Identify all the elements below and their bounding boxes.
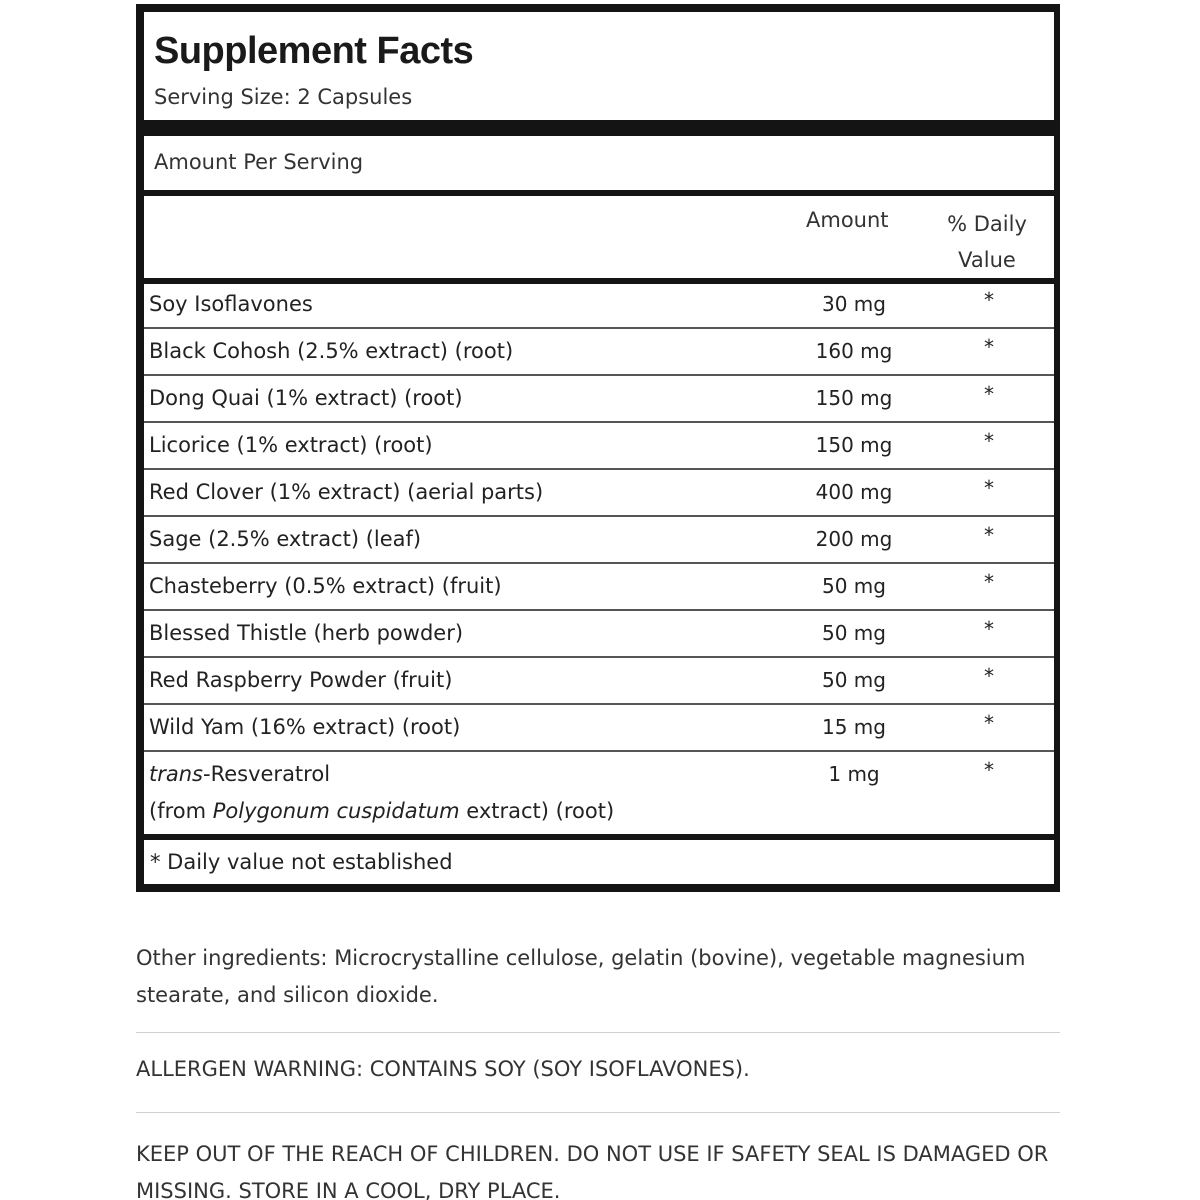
ingredient-rows	[144, 284, 1054, 834]
daily-value-header-line1: % Daily	[947, 212, 1027, 236]
ingredient-name: Blessed Thistle (herb powder)	[149, 621, 464, 645]
ingredient-name: Soy Isoflavones	[149, 292, 313, 316]
supplement-facts-panel	[136, 4, 1060, 892]
ingredient-name: Wild Yam (16% extract) (root)	[149, 715, 461, 739]
table-row	[144, 613, 1054, 658]
ingredient-name: Black Cohosh (2.5% extract) (root)	[149, 339, 514, 363]
ingredient-amount: 30 mg	[822, 292, 886, 316]
ingredient-amount: 50 mg	[822, 574, 886, 598]
table-row	[144, 472, 1054, 517]
ingredient-amount: 400 mg	[815, 480, 893, 504]
ingredient-amount: 160 mg	[815, 339, 893, 363]
ingredient-name: Dong Quai (1% extract) (root)	[149, 386, 463, 410]
ingredient-amount: 1 mg	[828, 762, 880, 786]
table-row	[144, 519, 1054, 564]
ingredient-daily-value: *	[984, 711, 994, 735]
divider	[136, 1032, 1060, 1033]
other-ingredients: Other ingredients: Microcrystalline cellulose, gelatin (bovine), vegetable magnesium stearate, and silicon dioxide.	[136, 946, 1026, 1007]
safety-warning: KEEP OUT OF THE REACH OF CHILDREN. DO NOT USE IF SAFETY SEAL IS DAMAGED OR MISSING. STORE IN A COOL, DRY PLACE.	[136, 1142, 1049, 1200]
ingredient-daily-value: *	[984, 664, 994, 688]
ingredient-source-suffix: extract) (root)	[459, 799, 615, 823]
ingredient-amount: 50 mg	[822, 621, 886, 645]
ingredient-name	[149, 762, 330, 786]
table-row	[144, 284, 1054, 329]
column-header-section	[144, 196, 1054, 278]
ingredient-name: Red Clover (1% extract) (aerial parts)	[149, 480, 544, 504]
serving-size: Serving Size: 2 Capsules	[154, 85, 413, 109]
ingredient-source-species: Polygonum cuspidatum	[212, 799, 460, 823]
ingredient-name-rest: -Resveratrol	[203, 762, 331, 786]
divider	[136, 1112, 1060, 1113]
ingredient-name: Licorice (1% extract) (root)	[149, 433, 433, 457]
daily-value-footnote: * Daily value not established	[150, 850, 453, 874]
ingredient-daily-value: *	[984, 617, 994, 641]
ingredient-daily-value: *	[984, 429, 994, 453]
ingredient-amount: 50 mg	[822, 668, 886, 692]
table-row	[144, 331, 1054, 376]
ingredient-name: Chasteberry (0.5% extract) (fruit)	[149, 574, 502, 598]
table-row	[144, 378, 1054, 423]
table-row	[144, 425, 1054, 470]
ingredient-amount: 15 mg	[822, 715, 886, 739]
ingredient-daily-value: *	[984, 758, 994, 782]
ingredient-source	[149, 799, 614, 823]
title-section	[144, 12, 1054, 120]
panel-title: Supplement Facts	[154, 30, 474, 72]
ingredient-daily-value: *	[984, 288, 994, 312]
table-row	[144, 660, 1054, 705]
footnote-section	[144, 840, 1054, 884]
ingredient-amount: 200 mg	[815, 527, 893, 551]
amount-column-header: Amount	[806, 208, 889, 232]
ingredient-name: Sage (2.5% extract) (leaf)	[149, 527, 422, 551]
table-row-resveratrol	[144, 754, 1054, 838]
table-row	[144, 707, 1054, 752]
ingredient-daily-value: *	[984, 570, 994, 594]
daily-value-header-line2: Value	[958, 248, 1016, 272]
table-row	[144, 566, 1054, 611]
amount-per-serving-section	[144, 136, 1054, 190]
ingredient-name: Red Raspberry Powder (fruit)	[149, 668, 453, 692]
allergen-warning: ALLERGEN WARNING: CONTAINS SOY (SOY ISOFLAVONES).	[136, 1057, 750, 1081]
ingredient-source-prefix: (from	[149, 799, 213, 823]
ingredient-daily-value: *	[984, 382, 994, 406]
daily-value-column-header	[922, 206, 1052, 278]
ingredient-amount: 150 mg	[815, 433, 893, 457]
ingredient-daily-value: *	[984, 476, 994, 500]
ingredient-daily-value: *	[984, 523, 994, 547]
amount-per-serving-label: Amount Per Serving	[154, 150, 364, 174]
ingredient-name-italic-prefix: trans	[149, 762, 203, 786]
ingredient-amount: 150 mg	[815, 386, 893, 410]
ingredient-daily-value: *	[984, 335, 994, 359]
